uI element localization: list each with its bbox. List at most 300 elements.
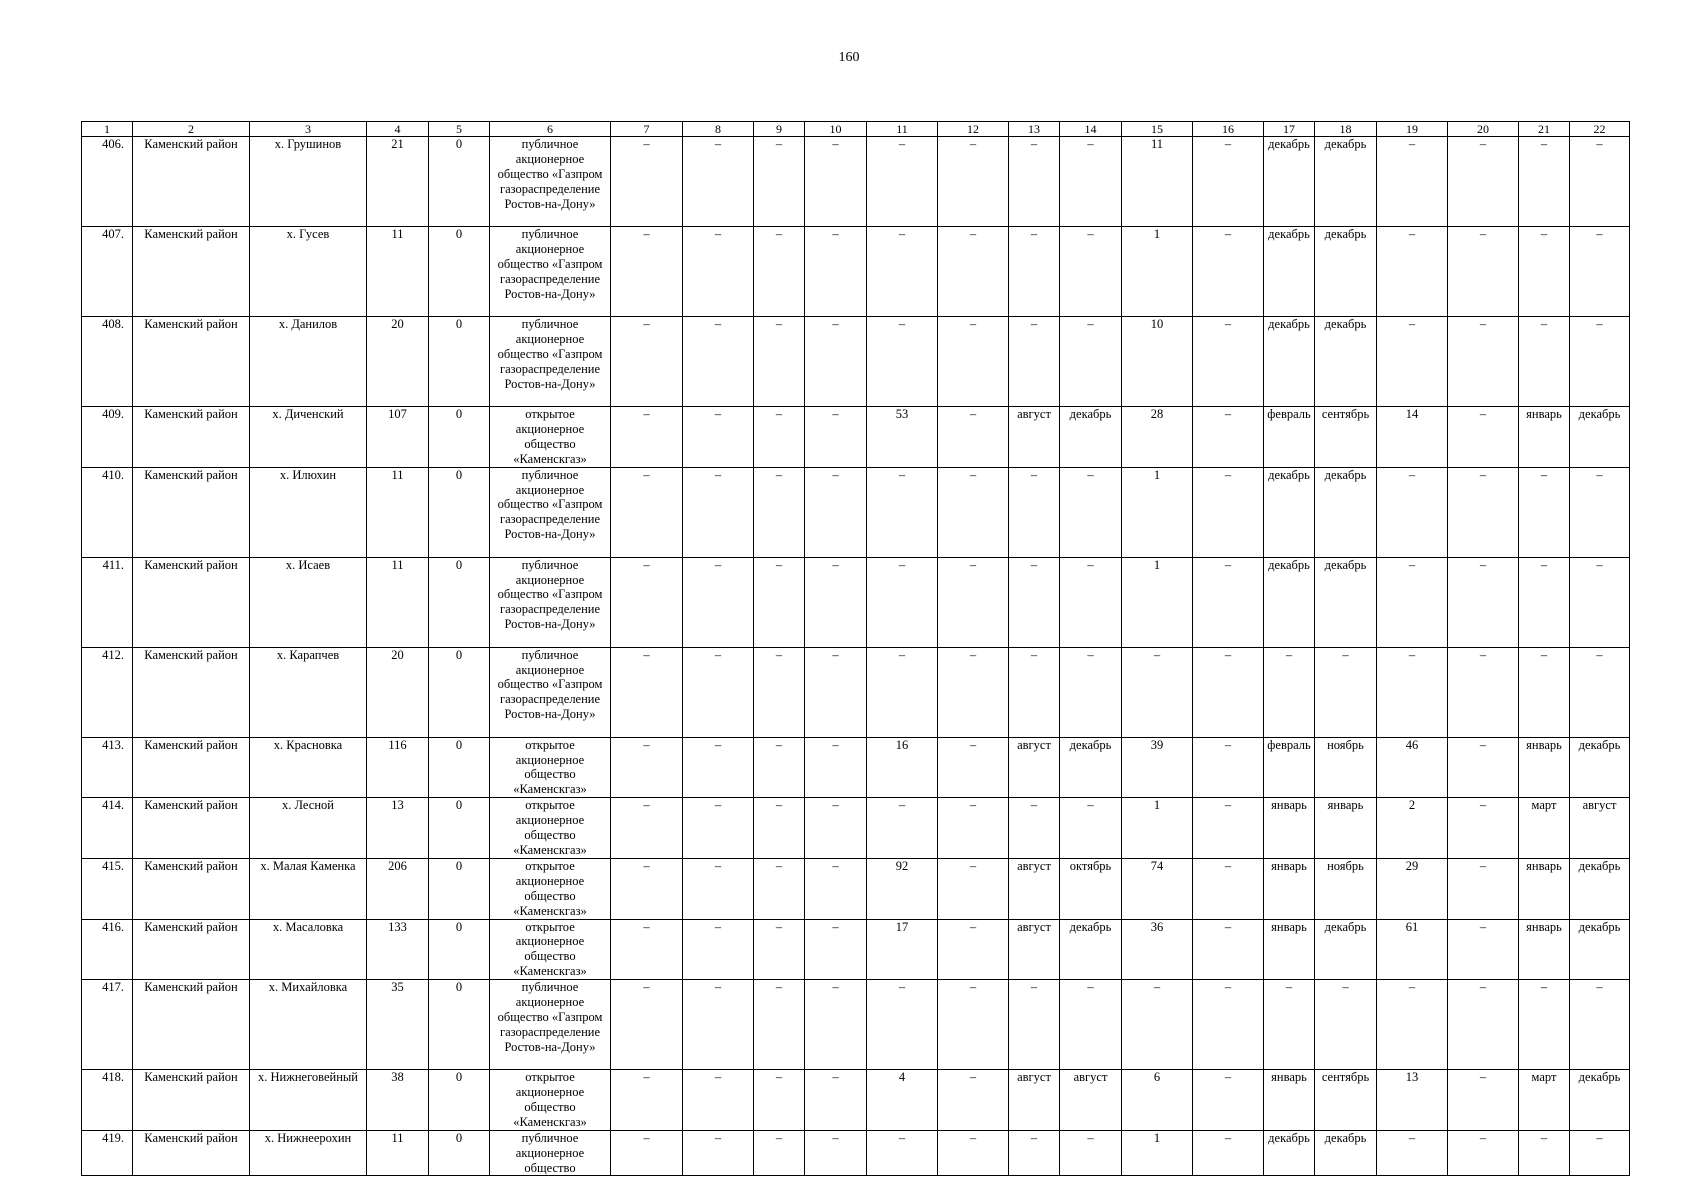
table-cell: 1	[1122, 1130, 1193, 1176]
table-cell: –	[1264, 647, 1315, 737]
table-cell: –	[1009, 137, 1060, 227]
table-cell: 107	[367, 407, 429, 468]
table-cell: 0	[429, 737, 490, 798]
table-cell: –	[1377, 1130, 1448, 1176]
table-cell: 116	[367, 737, 429, 798]
table-cell: 0	[429, 1070, 490, 1131]
table-cell: март	[1519, 1070, 1570, 1131]
table-cell: –	[611, 737, 683, 798]
table-cell: –	[1570, 1130, 1630, 1176]
column-header: 5	[429, 122, 490, 137]
table-cell: декабрь	[1315, 919, 1377, 980]
table-cell: –	[1519, 980, 1570, 1070]
table-cell: 0	[429, 919, 490, 980]
table-cell: январь	[1264, 919, 1315, 980]
table-cell: –	[1264, 980, 1315, 1070]
table-cell: –	[1570, 647, 1630, 737]
column-header: 4	[367, 122, 429, 137]
column-header: 7	[611, 122, 683, 137]
table-cell: –	[754, 858, 805, 919]
table-cell: 46	[1377, 737, 1448, 798]
table-cell: 0	[429, 798, 490, 859]
table-cell: Каменский район	[133, 858, 250, 919]
table-cell: –	[805, 858, 867, 919]
table-cell: –	[1193, 137, 1264, 227]
table-cell: х. Грушинов	[250, 137, 367, 227]
table-cell: декабрь	[1264, 317, 1315, 407]
table-cell: –	[611, 467, 683, 557]
table-cell: 11	[1122, 137, 1193, 227]
table-cell: –	[683, 317, 754, 407]
table-cell: –	[611, 317, 683, 407]
table-cell: –	[1009, 467, 1060, 557]
table-cell: Каменский район	[133, 919, 250, 980]
table-cell: –	[938, 798, 1009, 859]
table-cell: декабрь	[1315, 317, 1377, 407]
table-cell: х. Малая Каменка	[250, 858, 367, 919]
table-cell: публичное акционерное общество	[490, 1130, 611, 1176]
table-cell: август	[1060, 1070, 1122, 1131]
table-cell: публичное акционерное общество «Газпром газораспределение Ростов-на-Дону»	[490, 137, 611, 227]
table-cell: 74	[1122, 858, 1193, 919]
table-cell: август	[1009, 407, 1060, 468]
table-cell: –	[1060, 1130, 1122, 1176]
table-cell: 1	[1122, 467, 1193, 557]
table-cell: –	[1060, 227, 1122, 317]
table-cell: 414.	[82, 798, 133, 859]
table-cell: Каменский район	[133, 1070, 250, 1131]
table-cell: –	[1122, 980, 1193, 1070]
table-cell: 4	[867, 1070, 938, 1131]
table-cell: 417.	[82, 980, 133, 1070]
table-cell: –	[805, 1070, 867, 1131]
table-cell: 0	[429, 137, 490, 227]
table-row	[82, 858, 1630, 919]
table-cell: 10	[1122, 317, 1193, 407]
table-cell: 415.	[82, 858, 133, 919]
table-cell: –	[867, 557, 938, 647]
table-cell: –	[1377, 980, 1448, 1070]
table-cell: –	[754, 317, 805, 407]
table-cell: –	[754, 467, 805, 557]
table-cell: –	[1570, 980, 1630, 1070]
table-cell: публичное акционерное общество «Газпром газораспределение Ростов-на-Дону»	[490, 557, 611, 647]
table-cell: 13	[1377, 1070, 1448, 1131]
table-cell: –	[938, 137, 1009, 227]
table-cell: –	[1009, 557, 1060, 647]
table-cell: публичное акционерное общество «Газпром газораспределение Ростов-на-Дону»	[490, 227, 611, 317]
table-cell: 1	[1122, 798, 1193, 859]
table-cell: октябрь	[1060, 858, 1122, 919]
table-cell: –	[867, 317, 938, 407]
table-cell: х. Исаев	[250, 557, 367, 647]
table-cell: –	[1570, 227, 1630, 317]
table-row	[82, 1130, 1630, 1176]
column-header: 10	[805, 122, 867, 137]
table-cell: –	[611, 227, 683, 317]
table-row	[82, 317, 1630, 407]
table-cell: –	[1519, 317, 1570, 407]
table-cell: 413.	[82, 737, 133, 798]
table-cell: –	[1448, 227, 1519, 317]
table-row	[82, 467, 1630, 557]
table-cell: –	[1193, 919, 1264, 980]
table-cell: –	[683, 557, 754, 647]
table-cell: Каменский район	[133, 227, 250, 317]
table-cell: –	[805, 980, 867, 1070]
table-cell: 35	[367, 980, 429, 1070]
table-cell: 39	[1122, 737, 1193, 798]
table-cell: –	[683, 919, 754, 980]
table-cell: –	[1009, 317, 1060, 407]
table-cell: –	[611, 858, 683, 919]
table-cell: –	[805, 557, 867, 647]
table-cell: х. Красновка	[250, 737, 367, 798]
column-header: 1	[82, 122, 133, 137]
table-cell: –	[1122, 647, 1193, 737]
table-cell: х. Карапчев	[250, 647, 367, 737]
table-cell: 1	[1122, 227, 1193, 317]
table-cell: 411.	[82, 557, 133, 647]
table-cell: 21	[367, 137, 429, 227]
table-cell: декабрь	[1060, 407, 1122, 468]
column-header: 21	[1519, 122, 1570, 137]
table-cell: –	[1519, 647, 1570, 737]
table-cell: декабрь	[1315, 557, 1377, 647]
table-cell: –	[611, 557, 683, 647]
table-cell: –	[1060, 798, 1122, 859]
column-header: 2	[133, 122, 250, 137]
table-cell: открытое акционерное общество «Каменскгаз»	[490, 1070, 611, 1131]
table-cell: х. Лесной	[250, 798, 367, 859]
table-cell: х. Масаловка	[250, 919, 367, 980]
table-cell: –	[754, 407, 805, 468]
table-cell: 406.	[82, 137, 133, 227]
table-cell: –	[754, 1130, 805, 1176]
table-cell: сентябрь	[1315, 407, 1377, 468]
table-cell: –	[1193, 858, 1264, 919]
table-cell: январь	[1264, 798, 1315, 859]
table-cell: –	[683, 467, 754, 557]
table-cell: 206	[367, 858, 429, 919]
table-cell: Каменский район	[133, 647, 250, 737]
table-cell: х. Данилов	[250, 317, 367, 407]
table-cell: –	[938, 557, 1009, 647]
table-cell: 17	[867, 919, 938, 980]
table-cell: х. Гусев	[250, 227, 367, 317]
table-cell: январь	[1519, 919, 1570, 980]
column-header: 14	[1060, 122, 1122, 137]
table-cell: –	[754, 737, 805, 798]
table-cell: 36	[1122, 919, 1193, 980]
table-cell: открытое акционерное общество «Каменскгаз»	[490, 798, 611, 859]
table-cell: 13	[367, 798, 429, 859]
table-cell: Каменский район	[133, 137, 250, 227]
table-cell: 6	[1122, 1070, 1193, 1131]
table-cell: 0	[429, 467, 490, 557]
table-cell: 0	[429, 227, 490, 317]
table-cell: –	[805, 647, 867, 737]
table-cell: Каменский район	[133, 467, 250, 557]
column-header: 12	[938, 122, 1009, 137]
table-cell: 0	[429, 647, 490, 737]
table-cell: –	[1448, 557, 1519, 647]
table-cell: –	[683, 227, 754, 317]
table-cell: –	[683, 737, 754, 798]
table-cell: –	[1377, 467, 1448, 557]
table-row	[82, 798, 1630, 859]
table-cell: –	[1448, 919, 1519, 980]
table-cell: –	[1193, 227, 1264, 317]
column-header: 17	[1264, 122, 1315, 137]
table-cell: –	[1193, 798, 1264, 859]
table-cell: –	[754, 980, 805, 1070]
table-cell: август	[1009, 1070, 1060, 1131]
table-cell: январь	[1519, 407, 1570, 468]
table-cell: 16	[867, 737, 938, 798]
table-row	[82, 647, 1630, 737]
column-header: 18	[1315, 122, 1377, 137]
table-cell: декабрь	[1264, 137, 1315, 227]
table-cell: декабрь	[1060, 737, 1122, 798]
table-cell: –	[1519, 227, 1570, 317]
table-cell: 2	[1377, 798, 1448, 859]
table-cell: –	[754, 227, 805, 317]
table-cell: декабрь	[1570, 737, 1630, 798]
table-cell: январь	[1264, 858, 1315, 919]
table-cell: –	[1448, 858, 1519, 919]
table-cell: декабрь	[1315, 137, 1377, 227]
table-cell: –	[1009, 647, 1060, 737]
table-cell: –	[1448, 737, 1519, 798]
table-cell: –	[938, 858, 1009, 919]
table-cell: август	[1570, 798, 1630, 859]
table-row	[82, 227, 1630, 317]
table-cell: –	[1060, 557, 1122, 647]
table-cell: –	[611, 980, 683, 1070]
table-row	[82, 557, 1630, 647]
table-cell: –	[938, 647, 1009, 737]
table-cell: Каменский район	[133, 798, 250, 859]
table-cell: –	[867, 1130, 938, 1176]
table-cell: 92	[867, 858, 938, 919]
table-cell: декабрь	[1060, 919, 1122, 980]
table-cell: –	[805, 467, 867, 557]
table-cell: –	[1193, 407, 1264, 468]
table-cell: –	[867, 467, 938, 557]
table-cell: 11	[367, 467, 429, 557]
table-cell: –	[754, 557, 805, 647]
table-cell: декабрь	[1264, 227, 1315, 317]
column-header: 8	[683, 122, 754, 137]
table-cell: август	[1009, 737, 1060, 798]
table-cell: –	[754, 647, 805, 737]
table-cell: 0	[429, 407, 490, 468]
table-cell: –	[754, 1070, 805, 1131]
table-cell: 133	[367, 919, 429, 980]
table-cell: 11	[367, 557, 429, 647]
register-table	[81, 121, 1630, 1176]
table-cell: –	[867, 980, 938, 1070]
table-cell: –	[938, 317, 1009, 407]
table-cell: –	[683, 1130, 754, 1176]
table-cell: –	[867, 227, 938, 317]
table-cell: –	[1315, 980, 1377, 1070]
table-cell: –	[1448, 137, 1519, 227]
table-cell: 419.	[82, 1130, 133, 1176]
table-cell: декабрь	[1264, 1130, 1315, 1176]
table-cell: –	[1519, 137, 1570, 227]
table-row	[82, 919, 1630, 980]
table-cell: –	[1193, 1130, 1264, 1176]
table-cell: январь	[1519, 737, 1570, 798]
table-cell: публичное акционерное общество «Газпром газораспределение Ростов-на-Дону»	[490, 317, 611, 407]
table-cell: –	[938, 919, 1009, 980]
table-row	[82, 737, 1630, 798]
column-header: 13	[1009, 122, 1060, 137]
table-cell: –	[1448, 1130, 1519, 1176]
table-cell: 11	[367, 227, 429, 317]
table-cell: Каменский район	[133, 1130, 250, 1176]
table-cell: 14	[1377, 407, 1448, 468]
table-cell: –	[683, 858, 754, 919]
column-header: 11	[867, 122, 938, 137]
table-cell: –	[867, 647, 938, 737]
table-cell: –	[938, 407, 1009, 468]
table-cell: 410.	[82, 467, 133, 557]
table-cell: сентябрь	[1315, 1070, 1377, 1131]
table-cell: х. Михайловка	[250, 980, 367, 1070]
table-cell: –	[1060, 317, 1122, 407]
table-cell: –	[1448, 798, 1519, 859]
table-cell: январь	[1315, 798, 1377, 859]
table-cell: 28	[1122, 407, 1193, 468]
table-cell: открытое акционерное общество «Каменскгаз»	[490, 737, 611, 798]
table-cell: –	[1448, 647, 1519, 737]
table-cell: –	[1377, 557, 1448, 647]
table-cell: –	[683, 137, 754, 227]
table-cell: –	[1193, 557, 1264, 647]
page-number: 160	[838, 50, 860, 65]
table-cell: 53	[867, 407, 938, 468]
table-cell: –	[1377, 647, 1448, 737]
table-cell: публичное акционерное общество «Газпром газораспределение Ростов-на-Дону»	[490, 467, 611, 557]
table-cell: 0	[429, 980, 490, 1070]
table-cell: –	[805, 407, 867, 468]
table-cell: –	[1448, 467, 1519, 557]
column-header: 19	[1377, 122, 1448, 137]
table-cell: –	[1060, 467, 1122, 557]
table-cell: –	[1448, 317, 1519, 407]
table-cell: декабрь	[1264, 557, 1315, 647]
table-cell: 416.	[82, 919, 133, 980]
column-header: 15	[1122, 122, 1193, 137]
table-cell: –	[938, 1130, 1009, 1176]
table-cell: январь	[1519, 858, 1570, 919]
table-cell: –	[1377, 227, 1448, 317]
table-cell: –	[1009, 980, 1060, 1070]
table-cell: –	[938, 227, 1009, 317]
table-cell: публичное акционерное общество «Газпром газораспределение Ростов-на-Дону»	[490, 980, 611, 1070]
table-cell: февраль	[1264, 737, 1315, 798]
table-cell: –	[805, 317, 867, 407]
table-cell: –	[1570, 557, 1630, 647]
table-cell: х. Илюхин	[250, 467, 367, 557]
table-cell: –	[805, 1130, 867, 1176]
table-cell: –	[1009, 798, 1060, 859]
table-cell: –	[611, 1070, 683, 1131]
table-cell: –	[1193, 317, 1264, 407]
table-cell: –	[1193, 1070, 1264, 1131]
table-cell: –	[611, 798, 683, 859]
table-cell: –	[611, 647, 683, 737]
table-cell: –	[1060, 980, 1122, 1070]
table-cell: –	[1570, 137, 1630, 227]
table-cell: 0	[429, 317, 490, 407]
table-row	[82, 980, 1630, 1070]
table-body	[82, 137, 1630, 1176]
table-cell: 418.	[82, 1070, 133, 1131]
table-cell: 29	[1377, 858, 1448, 919]
table-cell: 409.	[82, 407, 133, 468]
table-cell: –	[1519, 467, 1570, 557]
table-cell: –	[1377, 137, 1448, 227]
table-cell: декабрь	[1570, 858, 1630, 919]
table-cell: декабрь	[1315, 1130, 1377, 1176]
table-cell: –	[805, 227, 867, 317]
table-cell: –	[1570, 467, 1630, 557]
table-cell: февраль	[1264, 407, 1315, 468]
table-cell: –	[683, 647, 754, 737]
table-row	[82, 1070, 1630, 1131]
column-header: 9	[754, 122, 805, 137]
table-cell: –	[683, 1070, 754, 1131]
table-cell: –	[683, 407, 754, 468]
table-cell: август	[1009, 919, 1060, 980]
table-cell: –	[611, 407, 683, 468]
table-cell: –	[938, 1070, 1009, 1131]
table-cell: –	[1448, 1070, 1519, 1131]
table-cell: –	[611, 1130, 683, 1176]
table-cell: 412.	[82, 647, 133, 737]
table-row	[82, 407, 1630, 468]
table-cell: декабрь	[1264, 467, 1315, 557]
table-cell: 1	[1122, 557, 1193, 647]
table-cell: 0	[429, 557, 490, 647]
table-cell: –	[683, 980, 754, 1070]
table-cell: Каменский район	[133, 557, 250, 647]
table-cell: х. Нижнеговейный	[250, 1070, 367, 1131]
table-cell: –	[938, 467, 1009, 557]
table-cell: март	[1519, 798, 1570, 859]
table-cell: Каменский район	[133, 317, 250, 407]
table-cell: –	[1315, 647, 1377, 737]
column-header: 16	[1193, 122, 1264, 137]
table-cell: ноябрь	[1315, 858, 1377, 919]
table-cell: –	[1448, 407, 1519, 468]
table-cell: 408.	[82, 317, 133, 407]
table-cell: 20	[367, 647, 429, 737]
table-cell: август	[1009, 858, 1060, 919]
table-cell: 20	[367, 317, 429, 407]
table-cell: 38	[367, 1070, 429, 1131]
table-cell: –	[1448, 980, 1519, 1070]
table-cell: –	[1009, 1130, 1060, 1176]
table-cell: –	[1570, 317, 1630, 407]
column-header: 20	[1448, 122, 1519, 137]
table-cell: –	[754, 798, 805, 859]
table-cell: открытое акционерное общество «Каменскгаз»	[490, 407, 611, 468]
